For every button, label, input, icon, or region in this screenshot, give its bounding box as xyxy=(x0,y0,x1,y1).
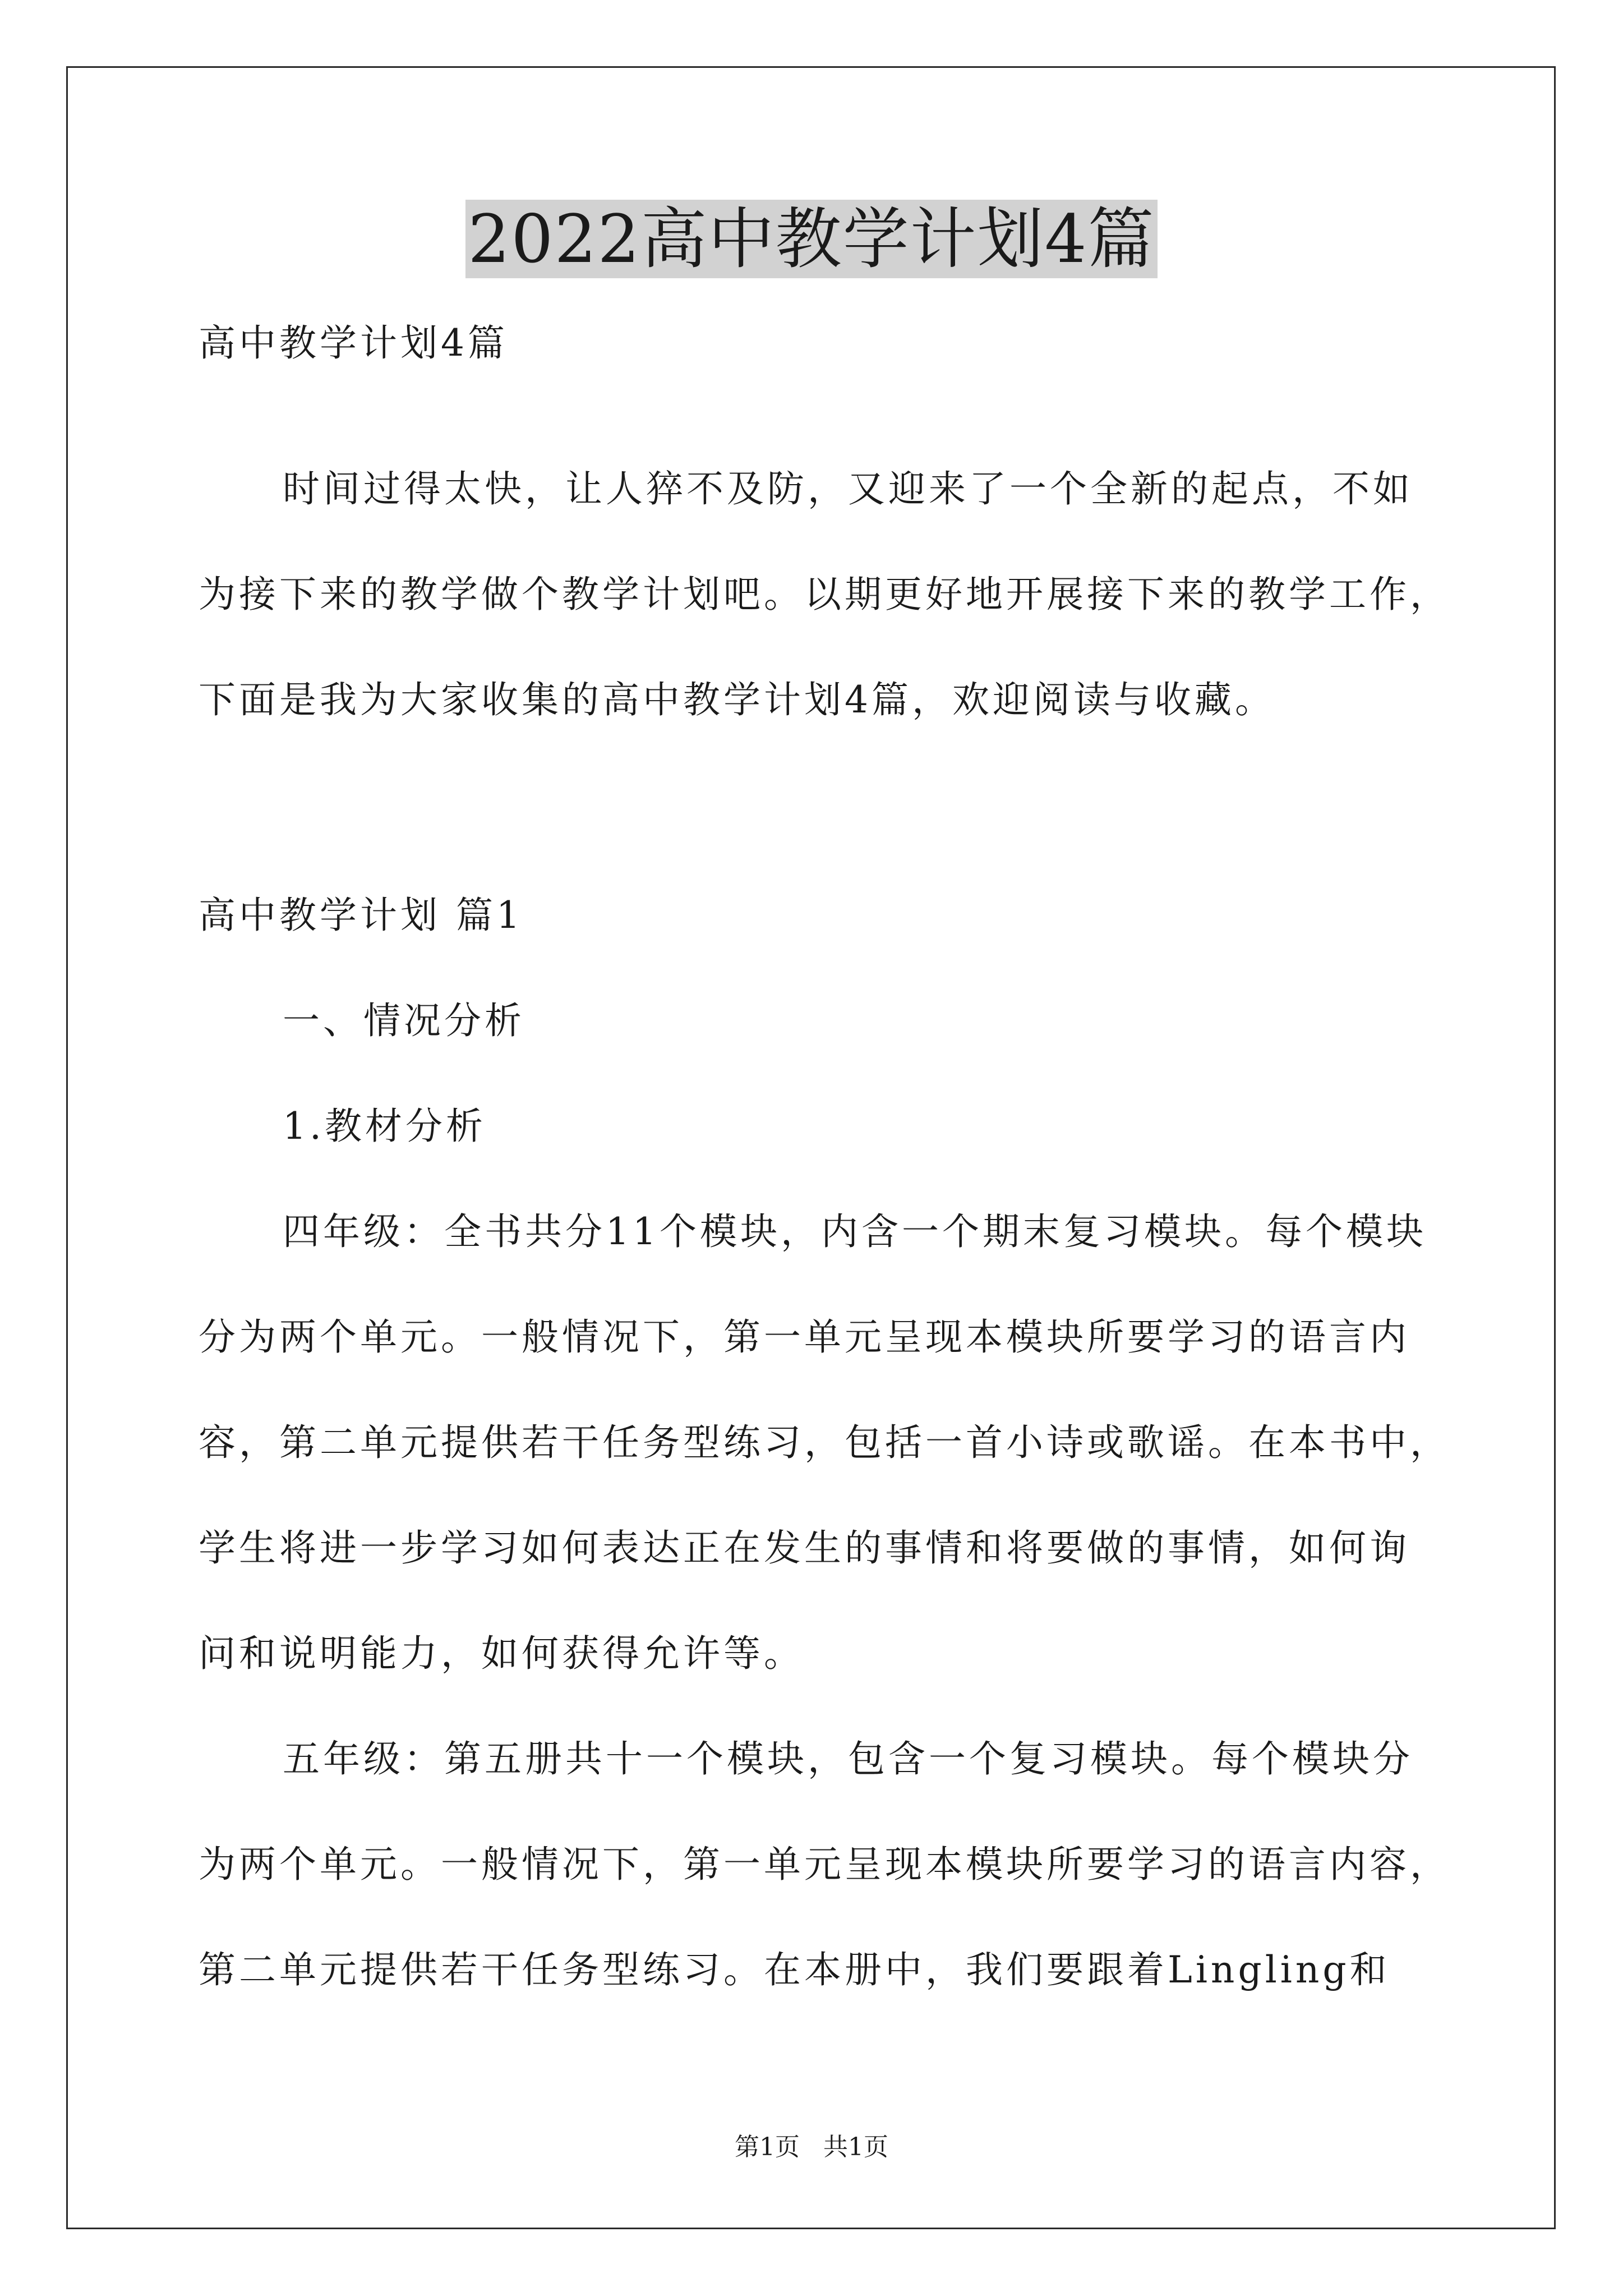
section-heading: 高中教学计划 篇1 xyxy=(199,894,523,937)
section-heading: 高中教学计划4篇 xyxy=(199,321,508,365)
paragraph-line: 四年级：全书共分11个模块，内含一个期末复习模块。每个模块 xyxy=(283,1210,1427,1253)
paragraph-line: 为接下来的教学做个教学计划吧。以期更好地开展接下来的教学工作， xyxy=(199,573,1450,616)
paragraph-line: 下面是我为大家收集的高中教学计划4篇，欢迎阅读与收藏。 xyxy=(199,678,1275,721)
subheading: 1.教材分析 xyxy=(283,1105,486,1148)
paragraph-line: 时间过得太快，让人猝不及防，又迎来了一个全新的起点，不如 xyxy=(283,467,1413,510)
paragraph-line: 容，第二单元提供若干任务型练习，包括一首小诗或歌谣。在本书中， xyxy=(199,1421,1450,1464)
paragraph-line: 问和说明能力，如何获得允许等。 xyxy=(199,1632,804,1675)
paragraph-line: 五年级：第五册共十一个模块，包含一个复习模块。每个模块分 xyxy=(283,1737,1413,1780)
paragraph-line: 学生将进一步学习如何表达正在发生的事情和将要做的事情，如何询 xyxy=(199,1526,1410,1570)
document-title: 2022高中教学计划4篇 xyxy=(465,200,1157,278)
paragraph-line: 为两个单元。一般情况下，第一单元呈现本模块所要学习的语言内容， xyxy=(199,1843,1450,1886)
paragraph-line: 第二单元提供若干任务型练习。在本册中，我们要跟着Lingling和 xyxy=(199,1948,1390,1991)
title-container xyxy=(0,200,1623,278)
subheading: 一、情况分析 xyxy=(283,999,525,1042)
paragraph-line: 分为两个单元。一般情况下，第一单元呈现本模块所要学习的语言内 xyxy=(199,1315,1410,1359)
page-footer: 第1页 共1页 xyxy=(735,2133,888,2161)
